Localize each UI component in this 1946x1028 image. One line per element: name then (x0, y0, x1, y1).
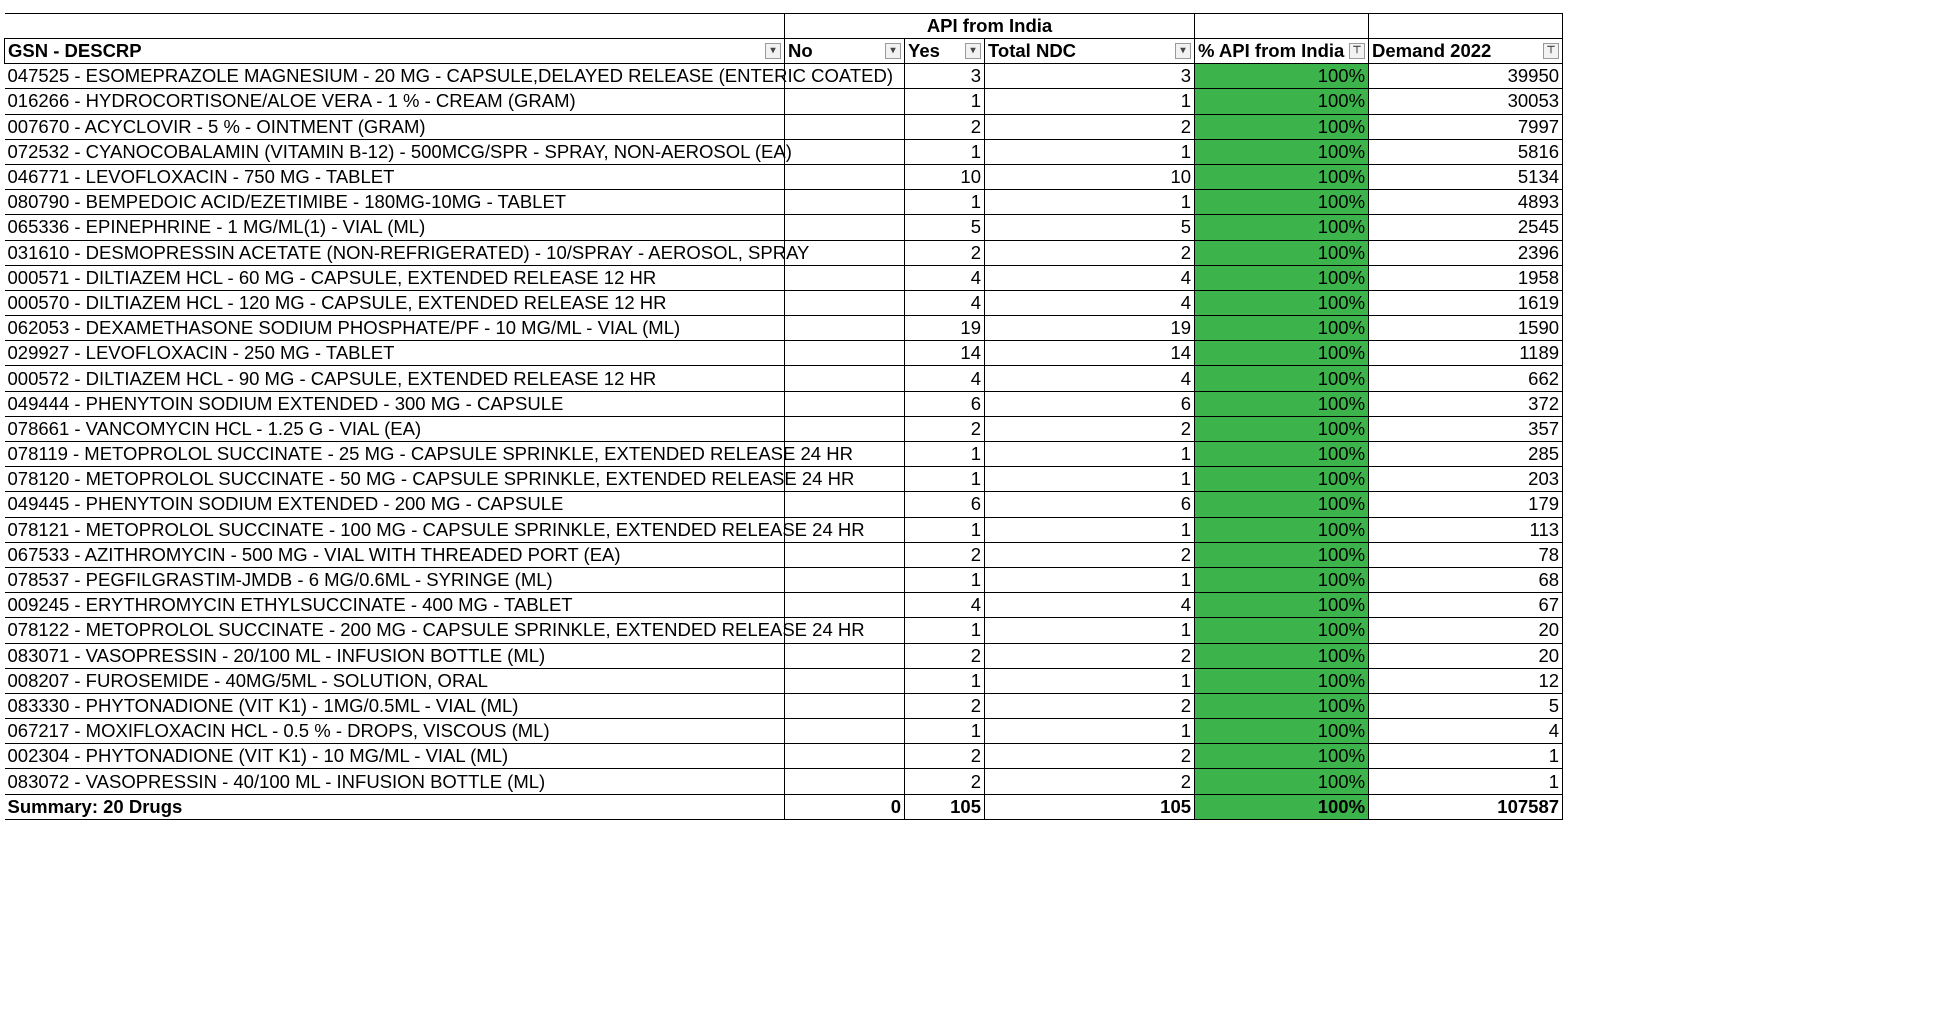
total-ndc-cell[interactable]: 4 (985, 366, 1195, 391)
desc-cell[interactable]: 078661 - VANCOMYCIN HCL - 1.25 G - VIAL (EA) (5, 416, 785, 441)
yes-cell[interactable]: 3 (905, 64, 985, 89)
table-row (5, 542, 1563, 567)
yes-cell[interactable]: 4 (905, 265, 985, 290)
no-cell[interactable] (785, 693, 905, 718)
demand-cell[interactable]: 357 (1369, 416, 1563, 441)
pct-api-cell[interactable]: 100% (1195, 618, 1369, 643)
desc-cell[interactable]: 000571 - DILTIAZEM HCL - 60 MG - CAPSULE, EXTENDED RELEASE 12 HR (5, 265, 785, 290)
total-ndc-cell[interactable]: 1 (985, 190, 1195, 215)
pct-api-cell[interactable]: 100% (1195, 643, 1369, 668)
summary-demand-cell[interactable]: 107587 (1369, 794, 1563, 819)
yes-cell[interactable]: 1 (905, 89, 985, 114)
filter-icon[interactable]: ⊤ (1349, 43, 1365, 59)
desc-cell[interactable]: 046771 - LEVOFLOXACIN - 750 MG - TABLET (5, 164, 785, 189)
yes-cell[interactable]: 2 (905, 693, 985, 718)
desc-cell[interactable]: 065336 - EPINEPHRINE - 1 MG/ML(1) - VIAL (ML) (5, 215, 785, 240)
desc-cell[interactable]: 078121 - METOPROLOL SUCCINATE - 100 MG - CAPSULE SPRINKLE, EXTENDED RELEASE 24 HR (5, 517, 785, 542)
dropdown-icon[interactable]: ▾ (885, 43, 901, 59)
yes-cell[interactable]: 1 (905, 442, 985, 467)
yes-cell[interactable]: 2 (905, 744, 985, 769)
demand-cell[interactable]: 372 (1369, 391, 1563, 416)
total-ndc-cell[interactable]: 2 (985, 240, 1195, 265)
column-header-row (5, 39, 1563, 64)
yes-cell[interactable]: 6 (905, 492, 985, 517)
table-row (5, 89, 1563, 114)
demand-cell[interactable]: 5 (1369, 693, 1563, 718)
no-cell[interactable] (785, 719, 905, 744)
table-row (5, 164, 1563, 189)
table-row (5, 618, 1563, 643)
pct-api-cell[interactable]: 100% (1195, 542, 1369, 567)
demand-cell[interactable]: 1 (1369, 744, 1563, 769)
table-row (5, 668, 1563, 693)
demand-cell[interactable]: 7997 (1369, 114, 1563, 139)
drug-table (4, 13, 1563, 820)
spreadsheet (4, 13, 1563, 820)
yes-cell[interactable]: 1 (905, 618, 985, 643)
yes-cell[interactable]: 10 (905, 164, 985, 189)
table-row (5, 492, 1563, 517)
demand-cell[interactable]: 662 (1369, 366, 1563, 391)
table-row (5, 114, 1563, 139)
dropdown-icon[interactable]: ▾ (965, 43, 981, 59)
no-cell[interactable] (785, 492, 905, 517)
total-ndc-cell[interactable]: 2 (985, 114, 1195, 139)
total-ndc-cell[interactable]: 6 (985, 391, 1195, 416)
no-cell[interactable] (785, 290, 905, 315)
group-header-row (5, 14, 1563, 39)
no-cell[interactable] (785, 542, 905, 567)
no-cell[interactable] (785, 643, 905, 668)
demand-cell[interactable]: 67 (1369, 593, 1563, 618)
table-row (5, 693, 1563, 718)
table-row (5, 366, 1563, 391)
blank-cell (1195, 14, 1369, 39)
pct-api-cell[interactable]: 100% (1195, 316, 1369, 341)
no-cell[interactable] (785, 366, 905, 391)
demand-cell[interactable]: 179 (1369, 492, 1563, 517)
demand-cell[interactable]: 5816 (1369, 139, 1563, 164)
yes-cell[interactable]: 2 (905, 542, 985, 567)
table-row (5, 416, 1563, 441)
pct-api-cell[interactable]: 100% (1195, 391, 1369, 416)
total-ndc-cell[interactable]: 2 (985, 542, 1195, 567)
pct-api-cell[interactable]: 100% (1195, 215, 1369, 240)
total-ndc-cell[interactable]: 1 (985, 618, 1195, 643)
pct-api-cell[interactable]: 100% (1195, 114, 1369, 139)
header-demand-2022[interactable]: Demand 2022 ⊤ (1369, 39, 1563, 64)
yes-cell[interactable]: 6 (905, 391, 985, 416)
table-row (5, 64, 1563, 89)
yes-cell[interactable]: 19 (905, 316, 985, 341)
header-yes[interactable]: Yes ▾ (905, 39, 985, 64)
demand-cell[interactable]: 1619 (1369, 290, 1563, 315)
desc-cell[interactable]: 008207 - FUROSEMIDE - 40MG/5ML - SOLUTION, ORAL (5, 668, 785, 693)
table-row (5, 240, 1563, 265)
header-gsn-descrp[interactable]: GSN - DESCRP ▾ (5, 39, 785, 64)
desc-cell[interactable]: 000572 - DILTIAZEM HCL - 90 MG - CAPSULE, EXTENDED RELEASE 12 HR (5, 366, 785, 391)
total-ndc-cell[interactable]: 2 (985, 769, 1195, 794)
summary-yes-cell[interactable]: 105 (905, 794, 985, 819)
yes-cell[interactable]: 4 (905, 366, 985, 391)
total-ndc-cell[interactable]: 2 (985, 643, 1195, 668)
desc-cell[interactable]: 062053 - DEXAMETHASONE SODIUM PHOSPHATE/PF - 10 MG/ML - VIAL (ML) (5, 316, 785, 341)
summary-desc-cell[interactable]: Summary: 20 Drugs (5, 794, 785, 819)
table-row (5, 290, 1563, 315)
demand-cell[interactable]: 1590 (1369, 316, 1563, 341)
pct-api-cell[interactable]: 100% (1195, 190, 1369, 215)
no-cell[interactable] (785, 567, 905, 592)
demand-cell[interactable]: 1958 (1369, 265, 1563, 290)
desc-cell[interactable]: 067217 - MOXIFLOXACIN HCL - 0.5 % - DROPS, VISCOUS (ML) (5, 719, 785, 744)
desc-cell[interactable]: 002304 - PHYTONADIONE (VIT K1) - 10 MG/ML - VIAL (ML) (5, 744, 785, 769)
desc-cell[interactable]: 049444 - PHENYTOIN SODIUM EXTENDED - 300 MG - CAPSULE (5, 391, 785, 416)
demand-cell[interactable]: 285 (1369, 442, 1563, 467)
blank-cell (1369, 14, 1563, 39)
no-cell[interactable] (785, 265, 905, 290)
demand-cell[interactable]: 30053 (1369, 89, 1563, 114)
demand-cell[interactable]: 20 (1369, 643, 1563, 668)
filter-icon[interactable]: ⊤ (1543, 43, 1559, 59)
table-row (5, 593, 1563, 618)
pct-api-cell[interactable]: 100% (1195, 567, 1369, 592)
table-row (5, 643, 1563, 668)
total-ndc-cell[interactable]: 10 (985, 164, 1195, 189)
demand-cell[interactable]: 20 (1369, 618, 1563, 643)
no-cell[interactable] (785, 215, 905, 240)
desc-cell[interactable]: 031610 - DESMOPRESSIN ACETATE (NON-REFRIGERATED) - 10/SPRAY - AEROSOL, SPRAY (5, 240, 785, 265)
table-row (5, 316, 1563, 341)
desc-cell[interactable]: 047525 - ESOMEPRAZOLE MAGNESIUM - 20 MG - CAPSULE,DELAYED RELEASE (ENTERIC COATED) (5, 64, 785, 89)
desc-cell[interactable]: 078120 - METOPROLOL SUCCINATE - 50 MG - CAPSULE SPRINKLE, EXTENDED RELEASE 24 HR (5, 467, 785, 492)
pct-api-cell[interactable]: 100% (1195, 442, 1369, 467)
table-row (5, 719, 1563, 744)
demand-cell[interactable]: 4 (1369, 719, 1563, 744)
total-ndc-cell[interactable]: 1 (985, 442, 1195, 467)
pct-api-cell[interactable]: 100% (1195, 416, 1369, 441)
table-row (5, 215, 1563, 240)
desc-cell[interactable]: 078537 - PEGFILGRASTIM-JMDB - 6 MG/0.6ML - SYRINGE (ML) (5, 567, 785, 592)
no-cell[interactable] (785, 769, 905, 794)
total-ndc-cell[interactable]: 6 (985, 492, 1195, 517)
table-row (5, 442, 1563, 467)
table-row (5, 341, 1563, 366)
summary-row (5, 794, 1563, 819)
pct-api-cell[interactable]: 100% (1195, 265, 1369, 290)
pct-api-cell[interactable]: 100% (1195, 693, 1369, 718)
yes-cell[interactable]: 2 (905, 769, 985, 794)
desc-cell[interactable]: 078119 - METOPROLOL SUCCINATE - 25 MG - CAPSULE SPRINKLE, EXTENDED RELEASE 24 HR (5, 442, 785, 467)
desc-cell[interactable]: 080790 - BEMPEDOIC ACID/EZETIMIBE - 180MG-10MG - TABLET (5, 190, 785, 215)
demand-cell[interactable]: 203 (1369, 467, 1563, 492)
pct-api-cell[interactable]: 100% (1195, 139, 1369, 164)
yes-cell[interactable]: 2 (905, 416, 985, 441)
total-ndc-cell[interactable]: 1 (985, 668, 1195, 693)
header-pct-api[interactable]: % API from India ⊤ (1195, 39, 1369, 64)
no-cell[interactable] (785, 316, 905, 341)
pct-api-cell[interactable]: 100% (1195, 290, 1369, 315)
pct-api-cell[interactable]: 100% (1195, 744, 1369, 769)
yes-cell[interactable]: 1 (905, 567, 985, 592)
yes-cell[interactable]: 1 (905, 190, 985, 215)
pct-api-cell[interactable]: 100% (1195, 492, 1369, 517)
yes-cell[interactable]: 2 (905, 240, 985, 265)
desc-cell[interactable]: 083330 - PHYTONADIONE (VIT K1) - 1MG/0.5ML - VIAL (ML) (5, 693, 785, 718)
no-cell[interactable] (785, 593, 905, 618)
total-ndc-cell[interactable]: 1 (985, 139, 1195, 164)
demand-cell[interactable]: 1 (1369, 769, 1563, 794)
desc-cell[interactable]: 009245 - ERYTHROMYCIN ETHYLSUCCINATE - 400 MG - TABLET (5, 593, 785, 618)
no-cell[interactable] (785, 114, 905, 139)
demand-cell[interactable]: 5134 (1369, 164, 1563, 189)
yes-cell[interactable]: 5 (905, 215, 985, 240)
demand-cell[interactable]: 113 (1369, 517, 1563, 542)
yes-cell[interactable]: 14 (905, 341, 985, 366)
header-no[interactable]: No ▾ (785, 39, 905, 64)
total-ndc-cell[interactable]: 1 (985, 719, 1195, 744)
table-row (5, 265, 1563, 290)
demand-cell[interactable]: 4893 (1369, 190, 1563, 215)
api-from-india-header: API from India (785, 14, 1195, 39)
total-ndc-cell[interactable]: 2 (985, 416, 1195, 441)
summary-pct-api-cell[interactable]: 100% (1195, 794, 1369, 819)
yes-cell[interactable]: 1 (905, 517, 985, 542)
table-row (5, 567, 1563, 592)
pct-api-cell[interactable]: 100% (1195, 668, 1369, 693)
total-ndc-cell[interactable]: 4 (985, 290, 1195, 315)
desc-cell[interactable]: 067533 - AZITHROMYCIN - 500 MG - VIAL WITH THREADED PORT (EA) (5, 542, 785, 567)
pct-api-cell[interactable]: 100% (1195, 164, 1369, 189)
yes-cell[interactable]: 1 (905, 139, 985, 164)
total-ndc-cell[interactable]: 1 (985, 517, 1195, 542)
desc-cell[interactable]: 016266 - HYDROCORTISONE/ALOE VERA - 1 % - CREAM (GRAM) (5, 89, 785, 114)
pct-api-cell[interactable]: 100% (1195, 517, 1369, 542)
header-total-ndc[interactable]: Total NDC ▾ (985, 39, 1195, 64)
no-cell[interactable] (785, 190, 905, 215)
yes-cell[interactable]: 1 (905, 467, 985, 492)
pct-api-cell[interactable]: 100% (1195, 366, 1369, 391)
total-ndc-cell[interactable]: 3 (985, 64, 1195, 89)
desc-cell[interactable]: 000570 - DILTIAZEM HCL - 120 MG - CAPSULE, EXTENDED RELEASE 12 HR (5, 290, 785, 315)
summary-total-ndc-cell[interactable]: 105 (985, 794, 1195, 819)
desc-cell[interactable]: 049445 - PHENYTOIN SODIUM EXTENDED - 200 MG - CAPSULE (5, 492, 785, 517)
blank-cell (5, 14, 785, 39)
no-cell[interactable] (785, 89, 905, 114)
pct-api-cell[interactable]: 100% (1195, 341, 1369, 366)
demand-cell[interactable]: 2545 (1369, 215, 1563, 240)
dropdown-icon[interactable]: ▾ (765, 43, 781, 59)
total-ndc-cell[interactable]: 1 (985, 567, 1195, 592)
total-ndc-cell[interactable]: 2 (985, 693, 1195, 718)
no-cell[interactable] (785, 391, 905, 416)
demand-cell[interactable]: 12 (1369, 668, 1563, 693)
no-cell[interactable] (785, 164, 905, 189)
pct-api-cell[interactable]: 100% (1195, 240, 1369, 265)
dropdown-icon[interactable]: ▾ (1175, 43, 1191, 59)
summary-no-cell[interactable]: 0 (785, 794, 905, 819)
pct-api-cell[interactable]: 100% (1195, 64, 1369, 89)
table-row (5, 517, 1563, 542)
total-ndc-cell[interactable]: 14 (985, 341, 1195, 366)
pct-api-cell[interactable]: 100% (1195, 89, 1369, 114)
total-ndc-cell[interactable]: 1 (985, 89, 1195, 114)
table-row (5, 190, 1563, 215)
desc-cell[interactable]: 007670 - ACYCLOVIR - 5 % - OINTMENT (GRAM) (5, 114, 785, 139)
total-ndc-cell[interactable]: 1 (985, 467, 1195, 492)
total-ndc-cell[interactable]: 2 (985, 744, 1195, 769)
table-row (5, 744, 1563, 769)
table-row (5, 769, 1563, 794)
total-ndc-cell[interactable]: 4 (985, 265, 1195, 290)
no-cell[interactable] (785, 139, 905, 164)
no-cell[interactable] (785, 668, 905, 693)
pct-api-cell[interactable]: 100% (1195, 719, 1369, 744)
desc-cell[interactable]: 029927 - LEVOFLOXACIN - 250 MG - TABLET (5, 341, 785, 366)
yes-cell[interactable]: 2 (905, 643, 985, 668)
yes-cell[interactable]: 4 (905, 593, 985, 618)
total-ndc-cell[interactable]: 4 (985, 593, 1195, 618)
desc-cell[interactable]: 072532 - CYANOCOBALAMIN (VITAMIN B-12) - 500MCG/SPR - SPRAY, NON-AEROSOL (EA) (5, 139, 785, 164)
pct-api-cell[interactable]: 100% (1195, 467, 1369, 492)
desc-cell[interactable]: 078122 - METOPROLOL SUCCINATE - 200 MG - CAPSULE SPRINKLE, EXTENDED RELEASE 24 HR (5, 618, 785, 643)
no-cell[interactable] (785, 416, 905, 441)
no-cell[interactable] (785, 341, 905, 366)
table-row (5, 391, 1563, 416)
demand-cell[interactable]: 1189 (1369, 341, 1563, 366)
demand-cell[interactable]: 39950 (1369, 64, 1563, 89)
yes-cell[interactable]: 1 (905, 668, 985, 693)
table-row (5, 139, 1563, 164)
yes-cell[interactable]: 4 (905, 290, 985, 315)
desc-cell[interactable]: 083072 - VASOPRESSIN - 40/100 ML - INFUSION BOTTLE (ML) (5, 769, 785, 794)
yes-cell[interactable]: 2 (905, 114, 985, 139)
desc-cell[interactable]: 083071 - VASOPRESSIN - 20/100 ML - INFUSION BOTTLE (ML) (5, 643, 785, 668)
demand-cell[interactable]: 68 (1369, 567, 1563, 592)
demand-cell[interactable]: 2396 (1369, 240, 1563, 265)
pct-api-cell[interactable]: 100% (1195, 593, 1369, 618)
demand-cell[interactable]: 78 (1369, 542, 1563, 567)
pct-api-cell[interactable]: 100% (1195, 769, 1369, 794)
no-cell[interactable] (785, 744, 905, 769)
yes-cell[interactable]: 1 (905, 719, 985, 744)
total-ndc-cell[interactable]: 5 (985, 215, 1195, 240)
table-row (5, 467, 1563, 492)
total-ndc-cell[interactable]: 19 (985, 316, 1195, 341)
